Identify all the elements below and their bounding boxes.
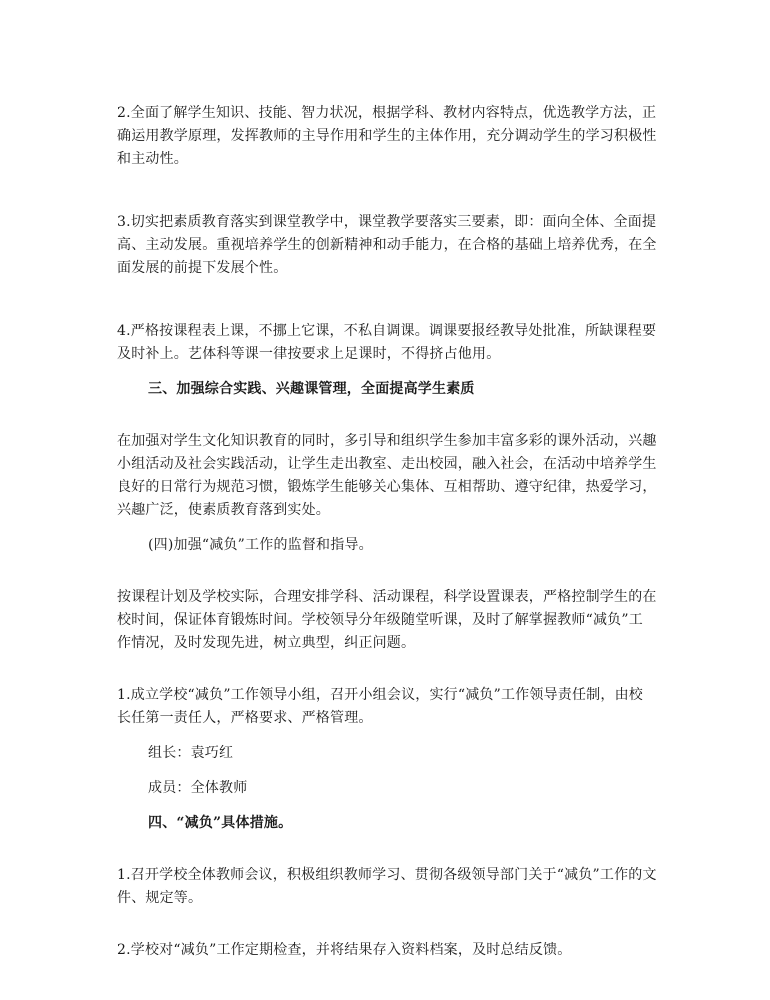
paragraph-item-4: 4.严格按课程表上课，不挪上它课，不私自调课。调课要报经教导处批准，所缺课程要及时补上。艺体科等课一律按要求上足课时，不得挤占他用。 (117, 323, 657, 362)
paragraph-leadership-group: 1.成立学校“减负”工作领导小组，召开小组会议，实行“减负”工作领导责任制，由校长任第一责任人，严格要求、严格管理。 (117, 687, 643, 726)
paragraph-item-3: 3.切实把素质教育落实到课堂教学中，课堂教学要落实三要素，即：面向全体、全面提高、主动发展。重视培养学生的创新精神和动手能力，在合格的基础上培养优秀，在全面发展的前提下发展个性。 (117, 214, 657, 276)
group-members-line: 成员：全体教师 (148, 780, 248, 796)
section-heading-4: 四、“减负”具体措施。 (148, 815, 293, 831)
paragraph-schedule: 按课程计划及学校实际，合理安排学科、活动课程，科学设置课表，严格控制学生的在校时间，保证体育锻炼时间。学校领导分年级随堂听课，及时了解掌握教师“减负”工作情况，及时发现先进，树立典型，纠正问题。 (117, 589, 657, 651)
section-heading-3: 三、加强综合实践、兴趣课管理，全面提高学生素质 (148, 381, 475, 397)
paragraph-measure-1: 1.召开学校全体教师会议，积极组织教师学习、贯彻各级领导部门关于“减负”工作的文件、规定等。 (117, 867, 657, 906)
paragraph-activities: 在加强对学生文化知识教育的同时，多引导和组织学生参加丰富多彩的课外活动，兴趣小组活动及社会实践活动，让学生走出教室、走出校园，融入社会，在活动中培养学生良好的日常行为规范习惯，锻炼学生能够关心集体、互相帮助、遵守纪律，热爱学习，兴趣广泛，使素质教育落到实处。 (117, 433, 657, 518)
document-page (117, 102, 657, 962)
group-leader-line: 组长：袁巧红 (148, 745, 234, 761)
paragraph-measure-2: 2.学校对“减负”工作定期检查，并将结果存入资料档案，及时总结反馈。 (117, 942, 572, 958)
paragraph-item-2: 2.全面了解学生知识、技能、智力状况，根据学科、教材内容特点，优选教学方法，正确运用教学原理，发挥教师的主导作用和学生的主体作用，充分调动学生的学习积极性和主动性。 (117, 105, 657, 167)
subsection-heading-4: (四)加强“减负”工作的监督和指导。 (148, 537, 373, 553)
